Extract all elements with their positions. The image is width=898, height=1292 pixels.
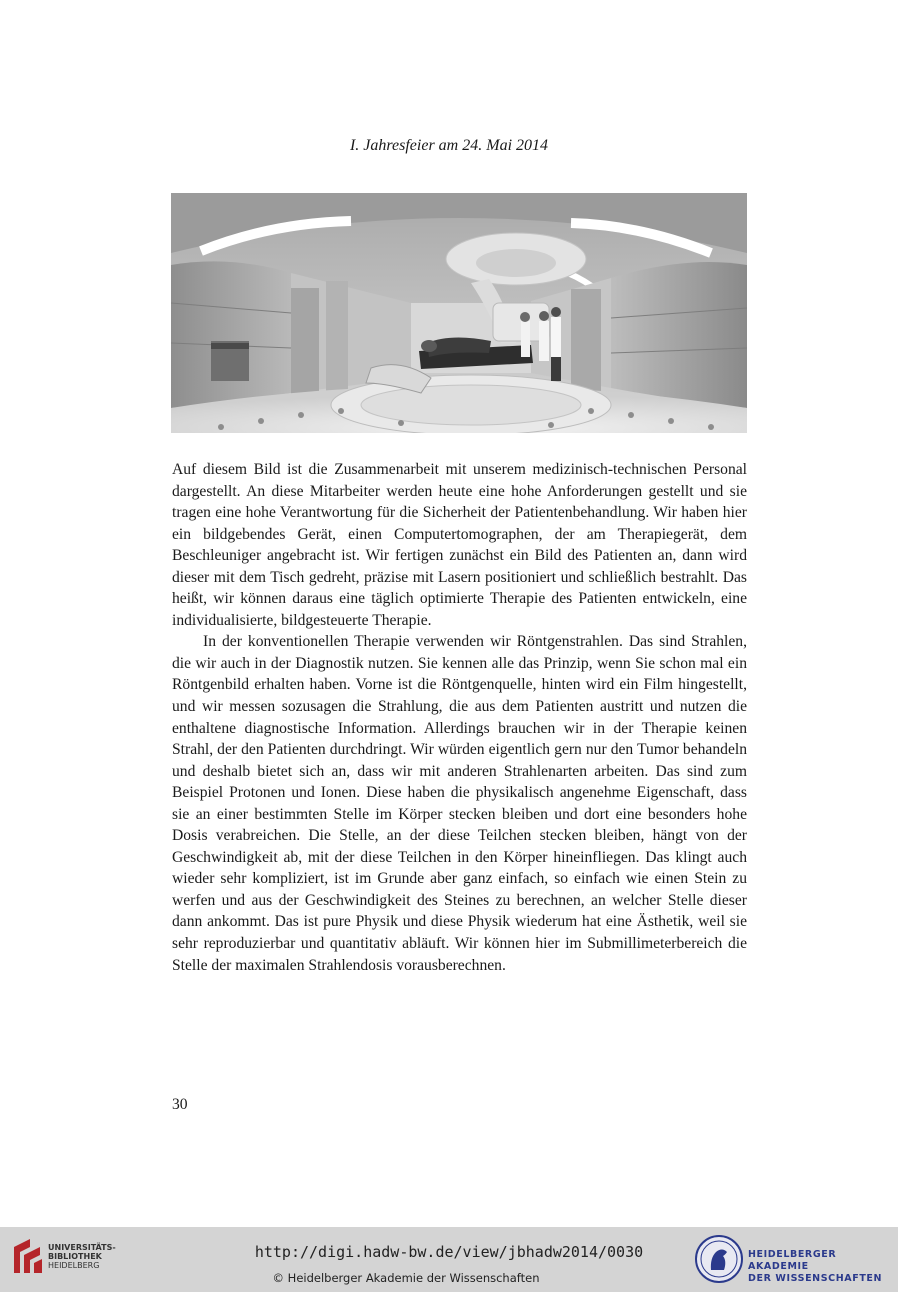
- running-head: I. Jahresfeier am 24. Mai 2014: [349, 137, 549, 154]
- library-logo-line3: HEIDELBERG: [48, 1261, 100, 1270]
- academy-logo-line1: HEIDELBERGER AKADEMIE: [748, 1249, 837, 1272]
- academy-seal-icon: [694, 1234, 744, 1284]
- paragraph-1: Auf diesem Bild ist die Zusammenarbeit mit unserem medizinisch-technischen Personal dargestellt. An diese Mitarbeiter werden heute eine hohe Anforderungen gestellt und sie tragen eine hohe Verantwortung für die Sicherheit der Patientenbehandlung. Wir haben hier ein bildgebendes Gerät, einen Computertomographen, der am Therapiegerät, dem Beschleuniger angebracht ist. Wir fertigen zunächst ein Bild des Patienten an, dann wird dieser mit dem Tisch gedreht, präzise mit Lasern positioniert und schließlich bestrahlt. Das heißt, wir können daraus eine täglich optimierte Therapie des Patienten entwickeln, eine individualisierte, bildgesteuerte Therapie.: [172, 461, 747, 629]
- viewer-footer: [0, 1227, 898, 1292]
- academy-logo-line2: DER WISSENSCHAFTEN: [748, 1273, 883, 1284]
- library-logo-line2: BIBLIOTHEK: [48, 1252, 102, 1261]
- treatment-room-illustration: [171, 193, 747, 433]
- academy-logo[interactable]: [694, 1234, 894, 1286]
- library-logo-line1: UNIVERSITÄTS-: [48, 1243, 116, 1252]
- permalink-url[interactable]: http://digi.hadw-bw.de/view/jbhadw2014/0030: [254, 1243, 644, 1261]
- body-text: [172, 459, 747, 976]
- copyright-notice: © Heidelberger Akademie der Wissenschaften: [272, 1271, 540, 1285]
- paragraph-2: In der konventionellen Therapie verwenden wir Röntgenstrahlen. Das sind Strahlen, die wir auch in der Diagnostik nutzen. Sie kennen alle das Prinzip, wenn Sie schon mal ein Röntgenbild erhalten haben. Vorne ist die Röntgenquelle, hinten wird ein Film hingestellt, und wir messen sozusagen die Strahlung, die aus dem Patienten austritt und nutzen die enthaltene diagnostische Information. Allerdings brauchen wir in der Therapie keinen Strahl, der den Patienten durchdringt. Wir würden eigentlich gern nur den Tumor behandeln und deshalb bietet sich an, dass wir mit anderen Strahlenarten arbeiten. Das sind zum Beispiel Protonen und Ionen. Diese haben die physikalisch angenehme Eigenschaft, dass sie an einer bestimmten Stelle im Körper stecken bleiben und dort eine besonders hohe Dosis verabreichen. Die Stelle, an der diese Teilchen stecken bleiben, hängt von der Geschwindigkeit ab, mit der diese Teilchen in den Körper hineinfliegen. Das klingt auch wieder sehr kompliziert, ist im Grunde aber ganz einfach, so einfach wie einen Stein zu werfen und aus der Geschwindigkeit des Steines zu berechnen, an welcher Stelle dieser dann ankommt. Das ist pure Physik und diese Physik wiederum hat eine Ästhetik, weil sie sehr reproduzierbar und quantitativ abläuft. Wir können hier im Submillimeterbereich die Stelle der maximalen Strahlendosis vorausberechnen.: [172, 633, 747, 974]
- panorama-photo: [171, 193, 747, 433]
- page-number: 30: [172, 1096, 188, 1113]
